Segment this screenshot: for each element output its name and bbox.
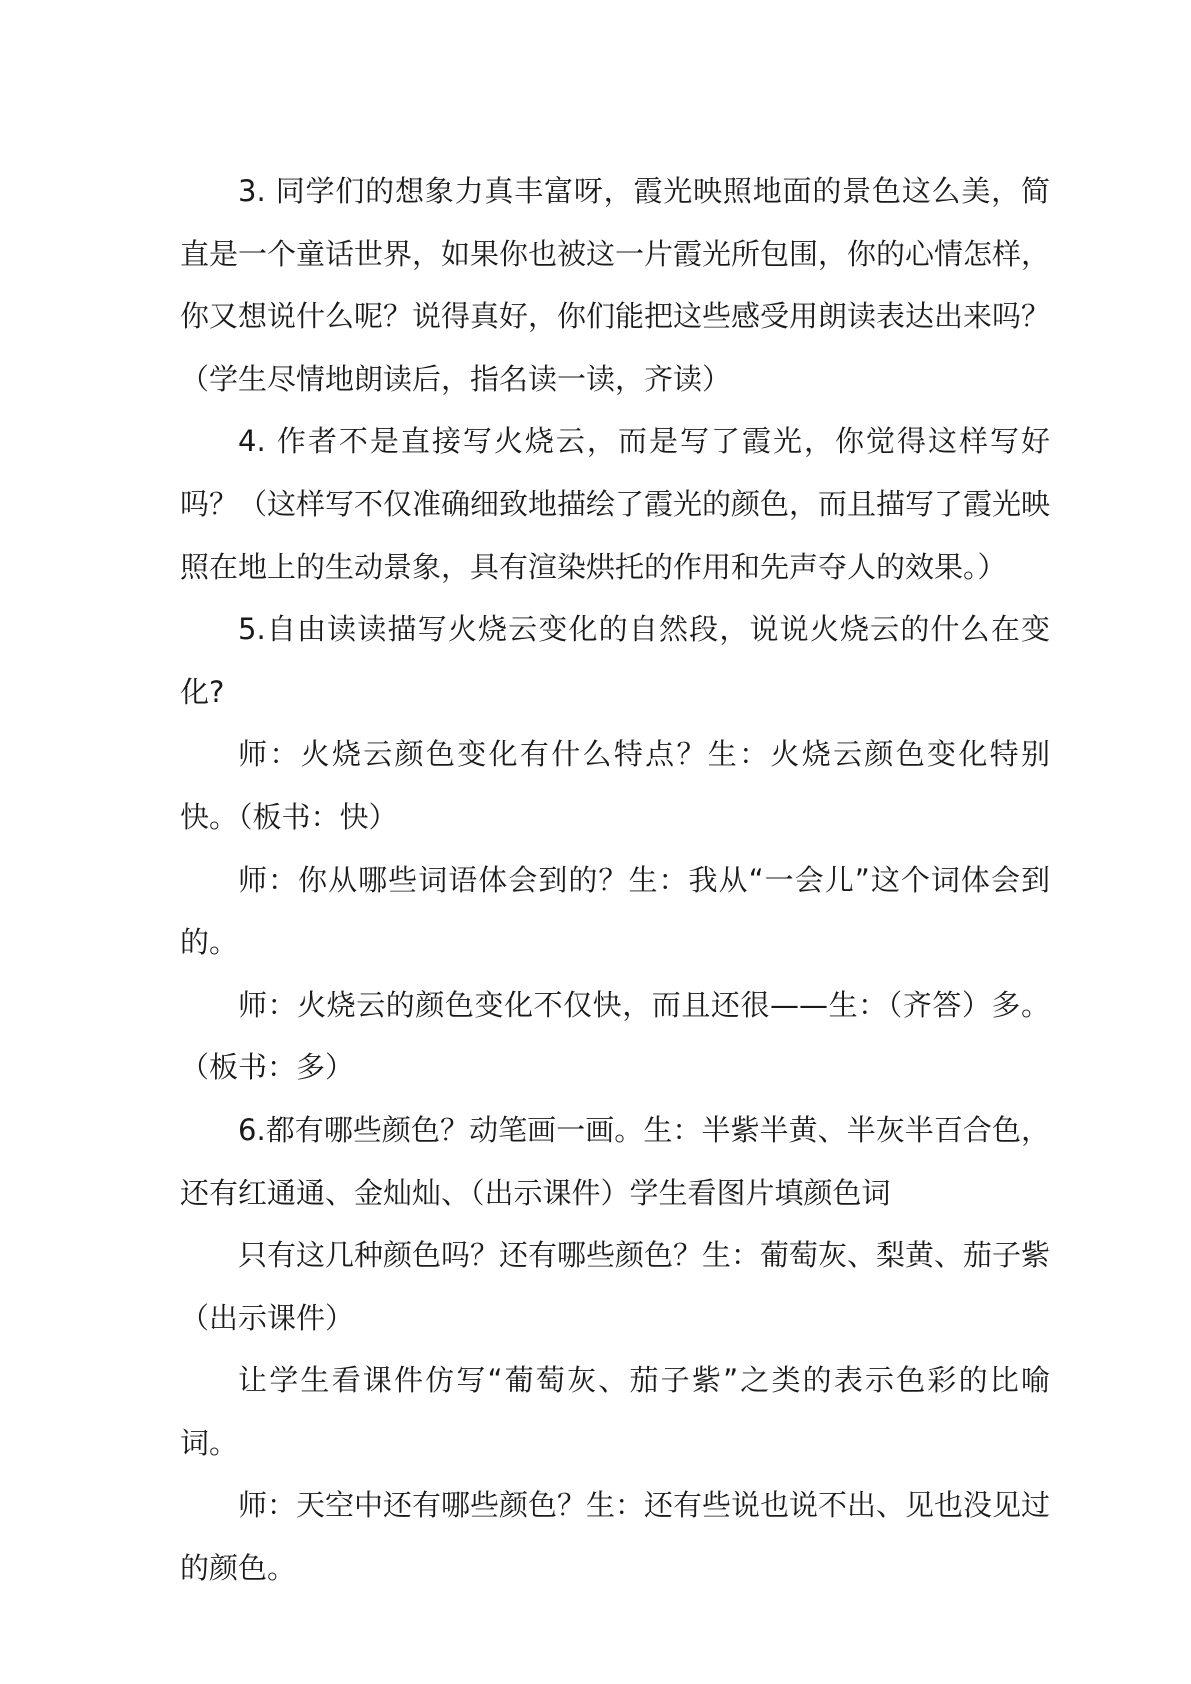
paragraph-teacher-question-many: 师：火烧云的颜色变化不仅快，而且还很——生：（齐答）多。（板书：多）	[180, 987, 1050, 1085]
paragraph-teacher-question-words: 师：你从哪些词语体会到的？生：我从“一会儿”这个词体会到的。	[180, 862, 1050, 960]
paragraph-more-colors: 只有这几种颜色吗？还有哪些颜色？生：葡萄灰、梨黄、茄子紫（出示课件）	[180, 1238, 1051, 1335]
paragraph-sky-colors: 师：天空中还有哪些颜色？生：还有些说也说不出、见也没见过的颜色。	[180, 1488, 1051, 1586]
paragraph-4: 4. 作者不是直接写火烧云，而是写了霞光，你觉得这样写好吗？（这样写不仅准确细致地描绘了霞光的颜色，而且描写了霞光映照在地上的生动景象，具有渲染烘托的作用和先声夺人的效果。）	[180, 424, 1051, 584]
paragraph-imitation: 让学生看课件仿写“葡萄灰、茄子紫”之类的表示色彩的比喻词。	[180, 1363, 1050, 1460]
paragraph-5: 5.自由读读描写火烧云变化的自然段，说说火烧云的什么在变化?	[180, 612, 1050, 709]
paragraph-6: 6.都有哪些颜色？动笔画一画。生：半紫半黄、半灰半百合色，还有红通通、金灿灿、（出示课件）学生看图片填颜色词	[180, 1112, 1050, 1210]
document-page	[180, 160, 1050, 1600]
paragraph-3: 3. 同学们的想象力真丰富呀，霞光映照地面的景色这么美，简直是一个童话世界，如果你也被这一片霞光所包围，你的心情怎样，你又想说什么呢？说得真好，你们能把这些感受用朗读表达出来吗？（学生尽情地朗读后，指名读一读，齐读）	[180, 174, 1051, 396]
paragraph-teacher-question-speed: 师：火烧云颜色变化有什么特点？生：火烧云颜色变化特别快。（板书：快）	[180, 737, 1050, 834]
